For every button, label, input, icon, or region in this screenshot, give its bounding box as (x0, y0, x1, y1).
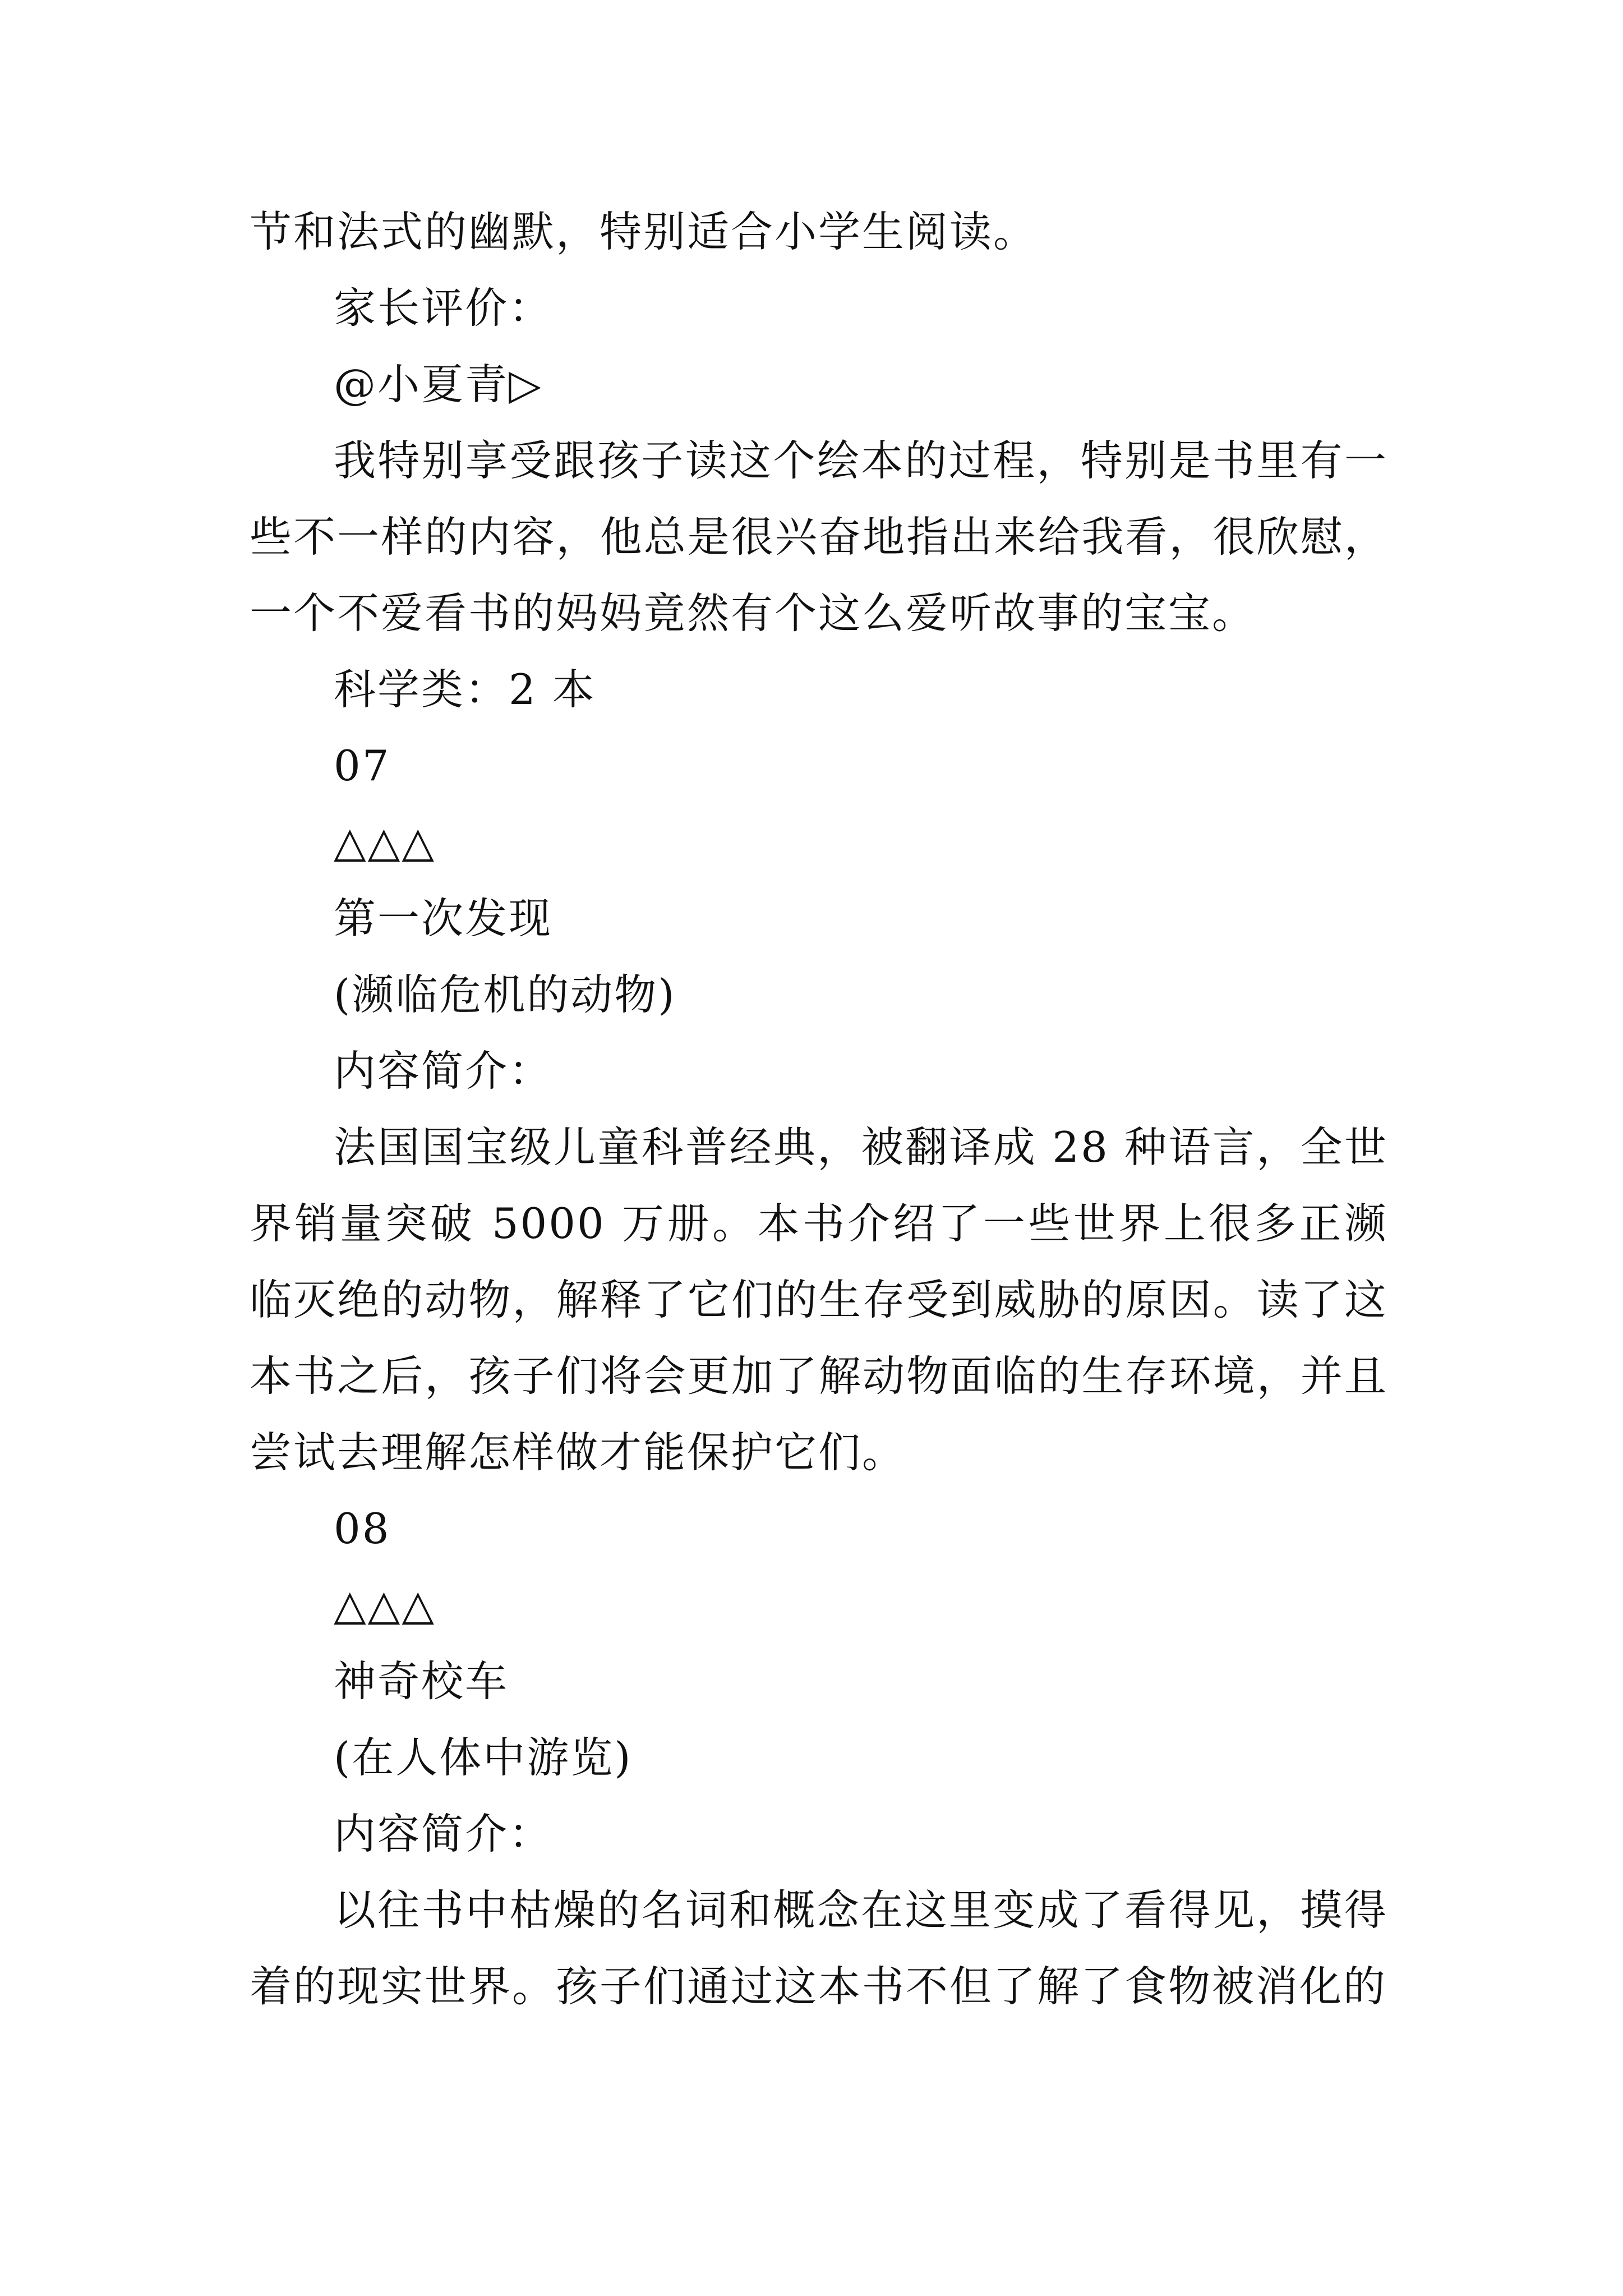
book-subtitle: (濒临危机的动物) (334, 970, 676, 1019)
item-number: 08 (334, 1504, 391, 1553)
category-heading-science: 科学类：2 本 (334, 665, 596, 714)
book-title: 第一次发现 (334, 894, 553, 943)
review-paragraph: 我特别享受跟孩子读这个绘本的过程，特别是书里有一些不一样的内容，他总是很兴奋地指出来给我看，很欣慰，一个不爱看书的妈妈竟然有个这么爱听故事的宝宝。 (250, 436, 1388, 638)
section-label-summary: 内容简介： (334, 1046, 553, 1096)
summary-paragraph: 法国国宝级儿童科普经典，被翻译成 28 种语言，全世界销量突破 5000 万册。本书介绍了一些世界上很多正濒临灭绝的动物，解释了它们的生存受到威胁的原因。读了这本书之后，孩子们将会更加了解动物面临的生存环境，并且尝试去理解怎样做才能保护它们。 (250, 1122, 1388, 1477)
body-text (250, 194, 1388, 2024)
item-number: 07 (334, 741, 391, 790)
triangle-divider: △△△ (334, 1580, 436, 1630)
section-label-summary: 内容简介： (334, 1809, 553, 1858)
book-subtitle: (在人体中游览) (334, 1733, 633, 1782)
triangle-divider: △△△ (334, 817, 436, 867)
book-title: 神奇校车 (334, 1657, 509, 1706)
continued-paragraph: 节和法式的幽默，特别适合小学生阅读。 (250, 207, 1038, 256)
section-label-parent-review: 家长评价： (334, 283, 553, 333)
summary-paragraph: 以往书中枯燥的名词和概念在这里变成了看得见，摸得着的现实世界。孩子们通过这本书不但了解了食物被消化的 (250, 1885, 1388, 2011)
reviewer-handle: @小夏青▷ (334, 360, 543, 409)
